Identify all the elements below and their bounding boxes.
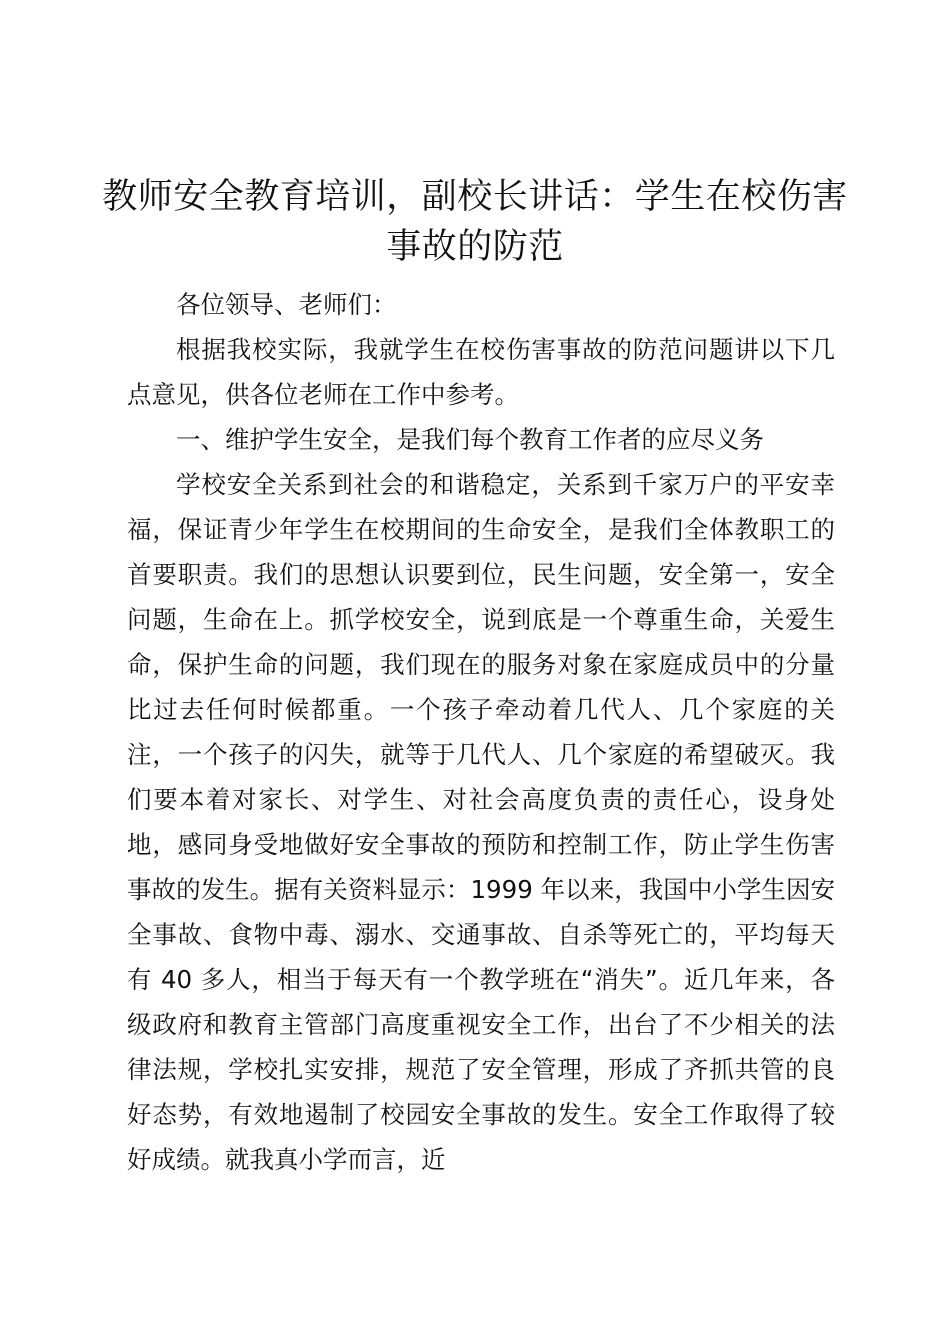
intro-paragraph: 根据我校实际，我就学生在校伤害事故的防范问题讲以下几点意见，供各位老师在工作中参考。 — [127, 335, 835, 409]
document-body — [127, 282, 835, 1182]
document-title: 教师安全教育培训，副校长讲话：学生在校伤害事故的防范 — [102, 177, 848, 267]
section-heading-1: 一、维护学生安全，是我们每个教育工作者的应尽义务 — [176, 425, 764, 454]
salutation-paragraph: 各位领导、老师们： — [176, 290, 397, 319]
body-paragraph: 学校安全关系到社会的和谐稳定，关系到千家万户的平安幸福，保证青少年学生在校期间的生命安全，是我们全体教职工的首要职责。我们的思想认识要到位，民生问题，安全第一，安全问题，生命在上。抓学校安全，说到底是一个尊重生命，关爱生命，保护生命的问题，我们现在的服务对象在家庭成员中的分量比过去任何时候都重。一个孩子牵动着几代人、几个家庭的关注，一个孩子的闪失，就等于几代人、几个家庭的希望破灭。我们要本着对家长、对学生、对社会高度负责的责任心，设身处地，感同身受地做好安全事故的预防和控制工作，防止学生伤害事故的发生。据有关资料显示：1999 年以来，我国中小学生因安全事故、食物中毒、溺水、交通事故、自杀等死亡的，平均每天有 40 多人，相当于每天有一个教学班在“消失”。近几年来，各级政府和教育主管部门高度重视安全工作，出台了不少相关的法律法规，学校扎实安排，规范了安全管理，形成了齐抓共管的良好态势，有效地遏制了校园安全事故的发生。安全工作取得了较好成绩。就我真小学而言，近 — [127, 470, 835, 1174]
